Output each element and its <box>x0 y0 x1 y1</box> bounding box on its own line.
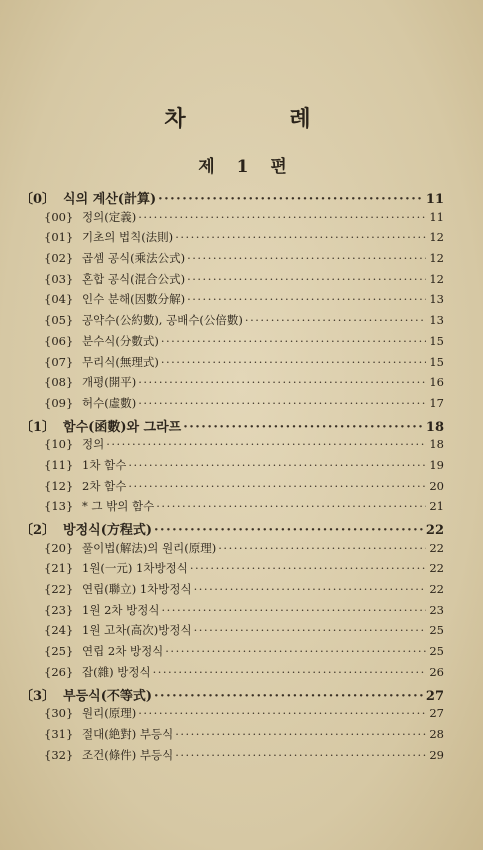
entry-title: 정의(定義) <box>82 209 137 224</box>
toc-section-entry <box>20 498 444 519</box>
toc-section-entry <box>20 209 444 230</box>
toc-section-entry <box>20 354 444 375</box>
entry-page-number: 16 <box>429 375 444 390</box>
dot-leader <box>154 523 424 538</box>
entry-page-number: 15 <box>429 333 444 348</box>
entry-title: 절대(絶對) 부등식 <box>82 726 174 741</box>
dot-leader <box>194 582 426 596</box>
toc-section-entry <box>20 602 444 623</box>
dot-leader <box>187 272 426 286</box>
entry-number: {07} <box>44 354 74 369</box>
entry-title: 1차 함수 <box>82 457 127 472</box>
dot-leader <box>245 313 426 327</box>
entry-number: {05} <box>44 313 74 328</box>
entry-number: {24} <box>44 623 74 638</box>
toc-section-entry <box>20 333 444 354</box>
toc-section-entry <box>20 747 444 768</box>
entry-title: 기초의 법칙(法則) <box>82 230 174 245</box>
entry-page-number: 27 <box>429 706 444 721</box>
dot-leader <box>165 644 426 658</box>
entry-number: 〔1〕 <box>20 419 56 435</box>
entry-number: {23} <box>44 602 74 617</box>
entry-title: 풀이법(解法)의 원리(原理) <box>82 540 217 555</box>
entry-number: {22} <box>44 582 74 597</box>
entry-page-number: 12 <box>429 230 444 245</box>
entry-page-number: 12 <box>429 251 444 266</box>
toc-section-entry <box>20 664 444 685</box>
entry-title: 1원(一元) 1차방정식 <box>82 561 188 576</box>
entry-page-number: 22 <box>429 561 444 576</box>
dot-leader <box>154 689 424 704</box>
entry-page-number: 13 <box>429 292 444 307</box>
toc-section-entry <box>20 436 444 457</box>
entry-page-number: 18 <box>425 419 444 435</box>
entry-title: 1원 2차 방정식 <box>82 602 160 617</box>
entry-title: 혼합 공식(混合公式) <box>82 271 186 286</box>
entry-number: {32} <box>44 747 74 762</box>
entry-page-number: 20 <box>429 478 444 493</box>
entry-page-number: 25 <box>429 623 444 638</box>
toc-chapter-entry <box>20 685 444 706</box>
entry-page-number: 22 <box>429 540 444 555</box>
entry-page-number: 27 <box>425 688 444 704</box>
entry-number: {30} <box>44 706 74 721</box>
page-title: 차 례 <box>164 106 359 132</box>
entry-title: 연립(聯立) 1차방정식 <box>82 582 192 597</box>
entry-title: 식의 계산(計算) <box>63 192 157 207</box>
entry-page-number: 28 <box>429 726 444 741</box>
toc-section-entry <box>20 478 444 499</box>
entry-number: {04} <box>44 292 74 307</box>
entry-title: 원리(原理) <box>82 706 137 721</box>
entry-number: {00} <box>44 209 74 224</box>
part-heading: 제 1 편 <box>198 157 295 177</box>
dot-leader <box>175 748 426 762</box>
entry-page-number: 18 <box>429 437 444 452</box>
table-of-contents <box>20 188 444 767</box>
entry-title: 조건(條件) 부등식 <box>82 747 174 762</box>
entry-title: 곱셈 공식(乘法公式) <box>82 251 186 266</box>
dot-leader <box>175 230 426 244</box>
entry-title: 개평(開平) <box>82 375 137 390</box>
dot-leader <box>128 479 426 493</box>
dot-leader <box>138 396 426 410</box>
dot-leader <box>138 375 426 389</box>
entry-number: {01} <box>44 230 74 245</box>
entry-title: 공약수(公約數), 공배수(公倍數) <box>82 313 243 328</box>
entry-page-number: 23 <box>429 602 444 617</box>
entry-number: {26} <box>44 664 74 679</box>
dot-leader <box>190 561 426 575</box>
toc-section-entry <box>20 726 444 747</box>
entry-number: {11} <box>44 457 74 472</box>
entry-page-number: 11 <box>429 209 444 224</box>
dot-leader <box>194 623 426 637</box>
entry-page-number: 29 <box>429 747 444 762</box>
toc-chapter-entry <box>20 416 444 437</box>
dot-leader <box>106 437 426 451</box>
entry-number: {31} <box>44 726 74 741</box>
entry-page-number: 22 <box>425 523 444 538</box>
dot-leader <box>175 727 426 741</box>
entry-number: 〔2〕 <box>20 523 56 538</box>
entry-number: {20} <box>44 540 74 555</box>
entry-number: {08} <box>44 375 74 390</box>
entry-title: * 그 밖의 함수 <box>82 499 155 514</box>
entry-number: {12} <box>44 478 74 493</box>
entry-number: {06} <box>44 333 74 348</box>
entry-number: 〔0〕 <box>20 192 56 207</box>
dot-leader <box>156 499 426 513</box>
entry-page-number: 21 <box>429 499 444 514</box>
entry-number: 〔3〕 <box>20 688 56 704</box>
entry-number: {02} <box>44 251 74 266</box>
toc-section-entry <box>20 705 444 726</box>
toc-section-entry <box>20 643 444 664</box>
toc-chapter-entry <box>20 188 444 209</box>
entry-page-number: 19 <box>429 457 444 472</box>
dot-leader <box>161 334 426 348</box>
entry-number: {25} <box>44 644 74 659</box>
entry-page-number: 22 <box>429 582 444 597</box>
dot-leader <box>187 251 426 265</box>
dot-leader <box>128 458 426 472</box>
entry-page-number: 13 <box>429 313 444 328</box>
entry-title: 잡(雜) 방정식 <box>82 664 151 679</box>
toc-section-entry <box>20 271 444 292</box>
entry-title: 정의 <box>82 437 105 452</box>
entry-title: 허수(虛數) <box>82 395 137 410</box>
toc-section-entry <box>20 560 444 581</box>
toc-section-entry <box>20 229 444 250</box>
toc-section-entry <box>20 581 444 602</box>
entry-title: 분수식(分數式) <box>82 333 159 348</box>
toc-section-entry <box>20 312 444 333</box>
entry-page-number: 12 <box>429 271 444 286</box>
entry-title: 부등식(不等式) <box>63 688 153 704</box>
entry-number: {10} <box>44 437 74 452</box>
entry-title: 무리식(無理式) <box>82 354 159 369</box>
dot-leader <box>138 210 426 224</box>
dot-leader <box>158 192 424 207</box>
entry-page-number: 15 <box>429 354 444 369</box>
entry-title: 1원 고차(高次)방정식 <box>82 623 192 638</box>
dot-leader <box>187 292 426 306</box>
entry-title: 연립 2차 방정식 <box>82 644 164 659</box>
entry-title: 함수(函數)와 그라프 <box>63 419 182 435</box>
toc-section-entry <box>20 291 444 312</box>
toc-section-entry <box>20 540 444 561</box>
entry-number: {03} <box>44 271 74 286</box>
toc-section-entry <box>20 395 444 416</box>
dot-leader <box>162 603 427 617</box>
dot-leader <box>153 665 426 679</box>
entry-page-number: 25 <box>429 644 444 659</box>
entry-page-number: 11 <box>425 192 444 207</box>
entry-number: {13} <box>44 499 74 514</box>
dot-leader <box>138 706 426 720</box>
entry-page-number: 17 <box>429 395 444 410</box>
entry-page-number: 26 <box>429 664 444 679</box>
entry-title: 인수 분해(因數分解) <box>82 292 186 307</box>
toc-section-entry <box>20 622 444 643</box>
dot-leader <box>183 420 424 435</box>
toc-section-entry <box>20 374 444 395</box>
dot-leader <box>218 541 426 555</box>
entry-number: {09} <box>44 395 74 410</box>
entry-number: {21} <box>44 561 74 576</box>
dot-leader <box>161 355 426 369</box>
entry-title: 방정식(方程式) <box>63 523 153 538</box>
toc-section-entry <box>20 250 444 271</box>
entry-title: 2차 함수 <box>82 478 127 493</box>
toc-chapter-entry <box>20 519 444 540</box>
toc-section-entry <box>20 457 444 478</box>
